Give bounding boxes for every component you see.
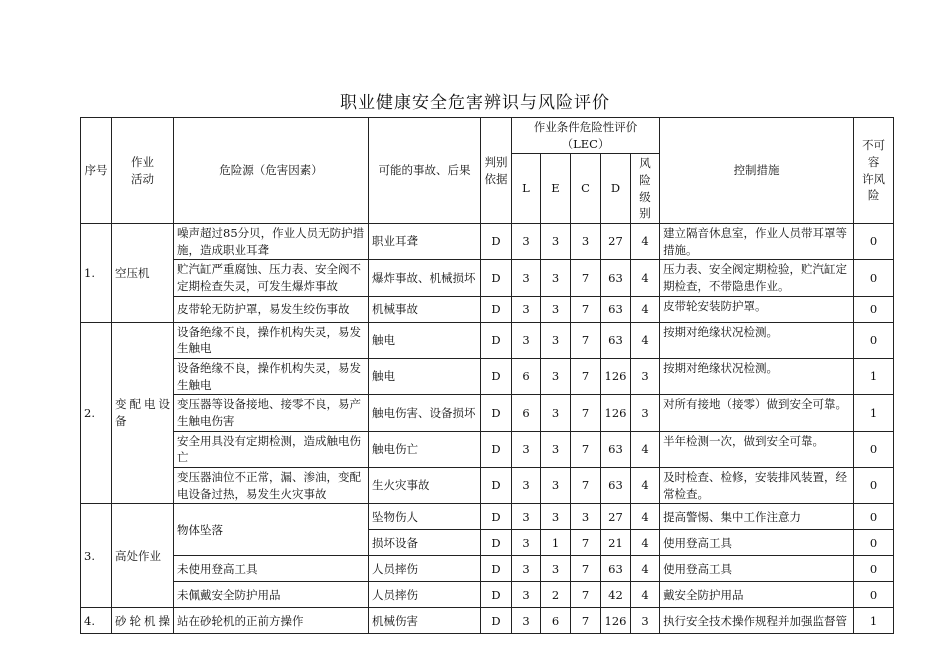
e-cell: 3	[541, 431, 571, 467]
consequence-cell: 人员摔伤	[369, 556, 481, 582]
consequence-cell: 人员摔伤	[369, 582, 481, 608]
c-cell: 7	[571, 530, 601, 556]
unacceptable-cell: 0	[854, 224, 894, 260]
header-unacceptable: 不可容 许风险	[854, 118, 894, 224]
header-hazard: 危险源（危害因素）	[174, 118, 369, 224]
basis-cell: D	[481, 224, 512, 260]
hazard-cell: 噪声超过85分贝，作业人员无防护措施，造成职业耳聋	[174, 224, 369, 260]
control-cell: 执行安全技术操作规程并加强监督管	[660, 608, 854, 634]
hazard-cell: 设备绝缘不良，操作机构失灵，易发生触电	[174, 322, 369, 358]
basis-cell: D	[481, 530, 512, 556]
d-cell: 27	[601, 224, 631, 260]
table-row	[81, 395, 894, 431]
hazard-cell: 贮汽缸严重腐蚀、压力表、安全阀不定期检查失灵，可发生爆炸事故	[174, 260, 369, 296]
c-cell: 7	[571, 582, 601, 608]
e-cell: 3	[541, 296, 571, 322]
c-cell: 7	[571, 260, 601, 296]
control-cell: 对所有接地（接零）做到安全可靠。	[660, 395, 854, 431]
c-cell: 7	[571, 322, 601, 358]
e-cell: 3	[541, 395, 571, 431]
control-cell: 皮带轮安装防护罩。	[660, 296, 854, 322]
d-cell: 63	[601, 468, 631, 504]
l-cell: 3	[512, 530, 541, 556]
header-l: L	[512, 154, 541, 224]
consequence-cell: 机械伤害	[369, 608, 481, 634]
basis-cell: D	[481, 359, 512, 395]
table-row	[81, 359, 894, 395]
e-cell: 6	[541, 608, 571, 634]
level-cell: 4	[631, 224, 660, 260]
control-cell: 压力表、安全阀定期检验，贮汽缸定期检查，不带隐患作业。	[660, 260, 854, 296]
c-cell: 3	[571, 224, 601, 260]
control-cell: 按期对绝缘状况检测。	[660, 359, 854, 395]
d-cell: 126	[601, 395, 631, 431]
d-cell: 63	[601, 431, 631, 467]
consequence-cell: 损坏设备	[369, 530, 481, 556]
unacceptable-cell: 1	[854, 395, 894, 431]
e-cell: 3	[541, 504, 571, 530]
control-cell: 按期对绝缘状况检测。	[660, 322, 854, 358]
table-row	[81, 468, 894, 504]
e-cell: 3	[541, 556, 571, 582]
c-cell: 3	[571, 504, 601, 530]
unacceptable-cell: 0	[854, 504, 894, 530]
control-cell: 提高警惕、集中工作注意力	[660, 504, 854, 530]
consequence-cell: 触电	[369, 359, 481, 395]
l-cell: 3	[512, 431, 541, 467]
header-lec-group: 作业条件危险性评价（LEC）	[512, 118, 660, 154]
d-cell: 126	[601, 608, 631, 634]
table-row	[81, 296, 894, 322]
level-cell: 4	[631, 431, 660, 467]
header-row	[81, 118, 894, 154]
consequence-cell: 触电	[369, 322, 481, 358]
header-control: 控制措施	[660, 118, 854, 224]
group-seq: 4.	[81, 608, 112, 634]
basis-cell: D	[481, 504, 512, 530]
l-cell: 6	[512, 359, 541, 395]
c-cell: 7	[571, 296, 601, 322]
basis-cell: D	[481, 322, 512, 358]
table-row	[81, 556, 894, 582]
group-seq: 3.	[81, 504, 112, 608]
table-row	[81, 224, 894, 260]
group-seq: 1.	[81, 224, 112, 323]
page-title: 职业健康安全危害辨识与风险评价	[340, 93, 610, 113]
hazard-cell: 变压器等设备接地、接零不良，易产生触电伤害	[174, 395, 369, 431]
hazard-cell: 物体坠落	[174, 504, 369, 556]
c-cell: 7	[571, 431, 601, 467]
l-cell: 3	[512, 224, 541, 260]
table-row	[81, 322, 894, 358]
d-cell: 27	[601, 504, 631, 530]
control-cell: 使用登高工具	[660, 530, 854, 556]
unacceptable-cell: 0	[854, 322, 894, 358]
hazard-cell: 未佩戴安全防护用品	[174, 582, 369, 608]
level-cell: 3	[631, 608, 660, 634]
header-level: 风险 级别	[631, 154, 660, 224]
e-cell: 3	[541, 260, 571, 296]
header-activity: 作业 活动	[112, 118, 174, 224]
risk-assessment-table	[80, 117, 894, 634]
d-cell: 126	[601, 359, 631, 395]
l-cell: 3	[512, 556, 541, 582]
l-cell: 3	[512, 582, 541, 608]
l-cell: 3	[512, 296, 541, 322]
unacceptable-cell: 0	[854, 260, 894, 296]
group-activity: 空压机	[112, 224, 174, 323]
consequence-cell: 职业耳聋	[369, 224, 481, 260]
l-cell: 3	[512, 608, 541, 634]
l-cell: 6	[512, 395, 541, 431]
e-cell: 2	[541, 582, 571, 608]
c-cell: 7	[571, 608, 601, 634]
d-cell: 21	[601, 530, 631, 556]
c-cell: 7	[571, 468, 601, 504]
level-cell: 3	[631, 359, 660, 395]
e-cell: 3	[541, 322, 571, 358]
header-seq: 序号	[81, 118, 112, 224]
table-row	[81, 504, 894, 530]
e-cell: 3	[541, 359, 571, 395]
basis-cell: D	[481, 582, 512, 608]
basis-cell: D	[481, 608, 512, 634]
header-e: E	[541, 154, 571, 224]
basis-cell: D	[481, 468, 512, 504]
header-consequence: 可能的事故、后果	[369, 118, 481, 224]
consequence-cell: 坠物伤人	[369, 504, 481, 530]
level-cell: 4	[631, 296, 660, 322]
consequence-cell: 机械事故	[369, 296, 481, 322]
basis-cell: D	[481, 296, 512, 322]
unacceptable-cell: 0	[854, 296, 894, 322]
e-cell: 3	[541, 224, 571, 260]
table-row	[81, 608, 894, 634]
l-cell: 3	[512, 468, 541, 504]
header-c: C	[571, 154, 601, 224]
l-cell: 3	[512, 322, 541, 358]
table-row	[81, 582, 894, 608]
hazard-cell: 变压器油位不正常，漏、渗油，变配电设备过热，易发生火灾事故	[174, 468, 369, 504]
consequence-cell: 触电伤害、设备损坏	[369, 395, 481, 431]
unacceptable-cell: 1	[854, 608, 894, 634]
c-cell: 7	[571, 359, 601, 395]
l-cell: 3	[512, 504, 541, 530]
header-basis: 判别 依据	[481, 118, 512, 224]
level-cell: 4	[631, 468, 660, 504]
unacceptable-cell: 0	[854, 582, 894, 608]
level-cell: 3	[631, 395, 660, 431]
control-cell: 及时检查、检修，安装排风装置，经常检查。	[660, 468, 854, 504]
group-activity: 变配电设备	[112, 322, 174, 504]
control-cell: 戴安全防护用品	[660, 582, 854, 608]
level-cell: 4	[631, 582, 660, 608]
hazard-cell: 设备绝缘不良，操作机构失灵，易发生触电	[174, 359, 369, 395]
control-cell: 使用登高工具	[660, 556, 854, 582]
control-cell: 建立隔音休息室，作业人员带耳罩等措施。	[660, 224, 854, 260]
d-cell: 63	[601, 322, 631, 358]
e-cell: 1	[541, 530, 571, 556]
basis-cell: D	[481, 556, 512, 582]
l-cell: 3	[512, 260, 541, 296]
unacceptable-cell: 0	[854, 556, 894, 582]
level-cell: 4	[631, 530, 660, 556]
unacceptable-cell: 0	[854, 530, 894, 556]
d-cell: 63	[601, 556, 631, 582]
group-activity: 高处作业	[112, 504, 174, 608]
basis-cell: D	[481, 395, 512, 431]
hazard-cell: 皮带轮无防护罩，易发生绞伤事故	[174, 296, 369, 322]
level-cell: 4	[631, 556, 660, 582]
table-row	[81, 431, 894, 467]
basis-cell: D	[481, 431, 512, 467]
hazard-cell: 未使用登高工具	[174, 556, 369, 582]
header-d: D	[601, 154, 631, 224]
hazard-cell: 安全用具没有定期检测，造成触电伤亡	[174, 431, 369, 467]
level-cell: 4	[631, 322, 660, 358]
d-cell: 63	[601, 296, 631, 322]
group-activity: 砂轮机操	[112, 608, 174, 634]
d-cell: 42	[601, 582, 631, 608]
group-seq: 2.	[81, 322, 112, 504]
table-row	[81, 260, 894, 296]
c-cell: 7	[571, 556, 601, 582]
unacceptable-cell: 1	[854, 359, 894, 395]
consequence-cell: 生火灾事故	[369, 468, 481, 504]
e-cell: 3	[541, 468, 571, 504]
c-cell: 7	[571, 395, 601, 431]
control-cell: 半年检测一次，做到安全可靠。	[660, 431, 854, 467]
unacceptable-cell: 0	[854, 431, 894, 467]
consequence-cell: 触电伤亡	[369, 431, 481, 467]
unacceptable-cell: 0	[854, 468, 894, 504]
level-cell: 4	[631, 260, 660, 296]
d-cell: 63	[601, 260, 631, 296]
basis-cell: D	[481, 260, 512, 296]
level-cell: 4	[631, 504, 660, 530]
hazard-cell: 站在砂轮机的正前方操作	[174, 608, 369, 634]
consequence-cell: 爆炸事故、机械损坏	[369, 260, 481, 296]
